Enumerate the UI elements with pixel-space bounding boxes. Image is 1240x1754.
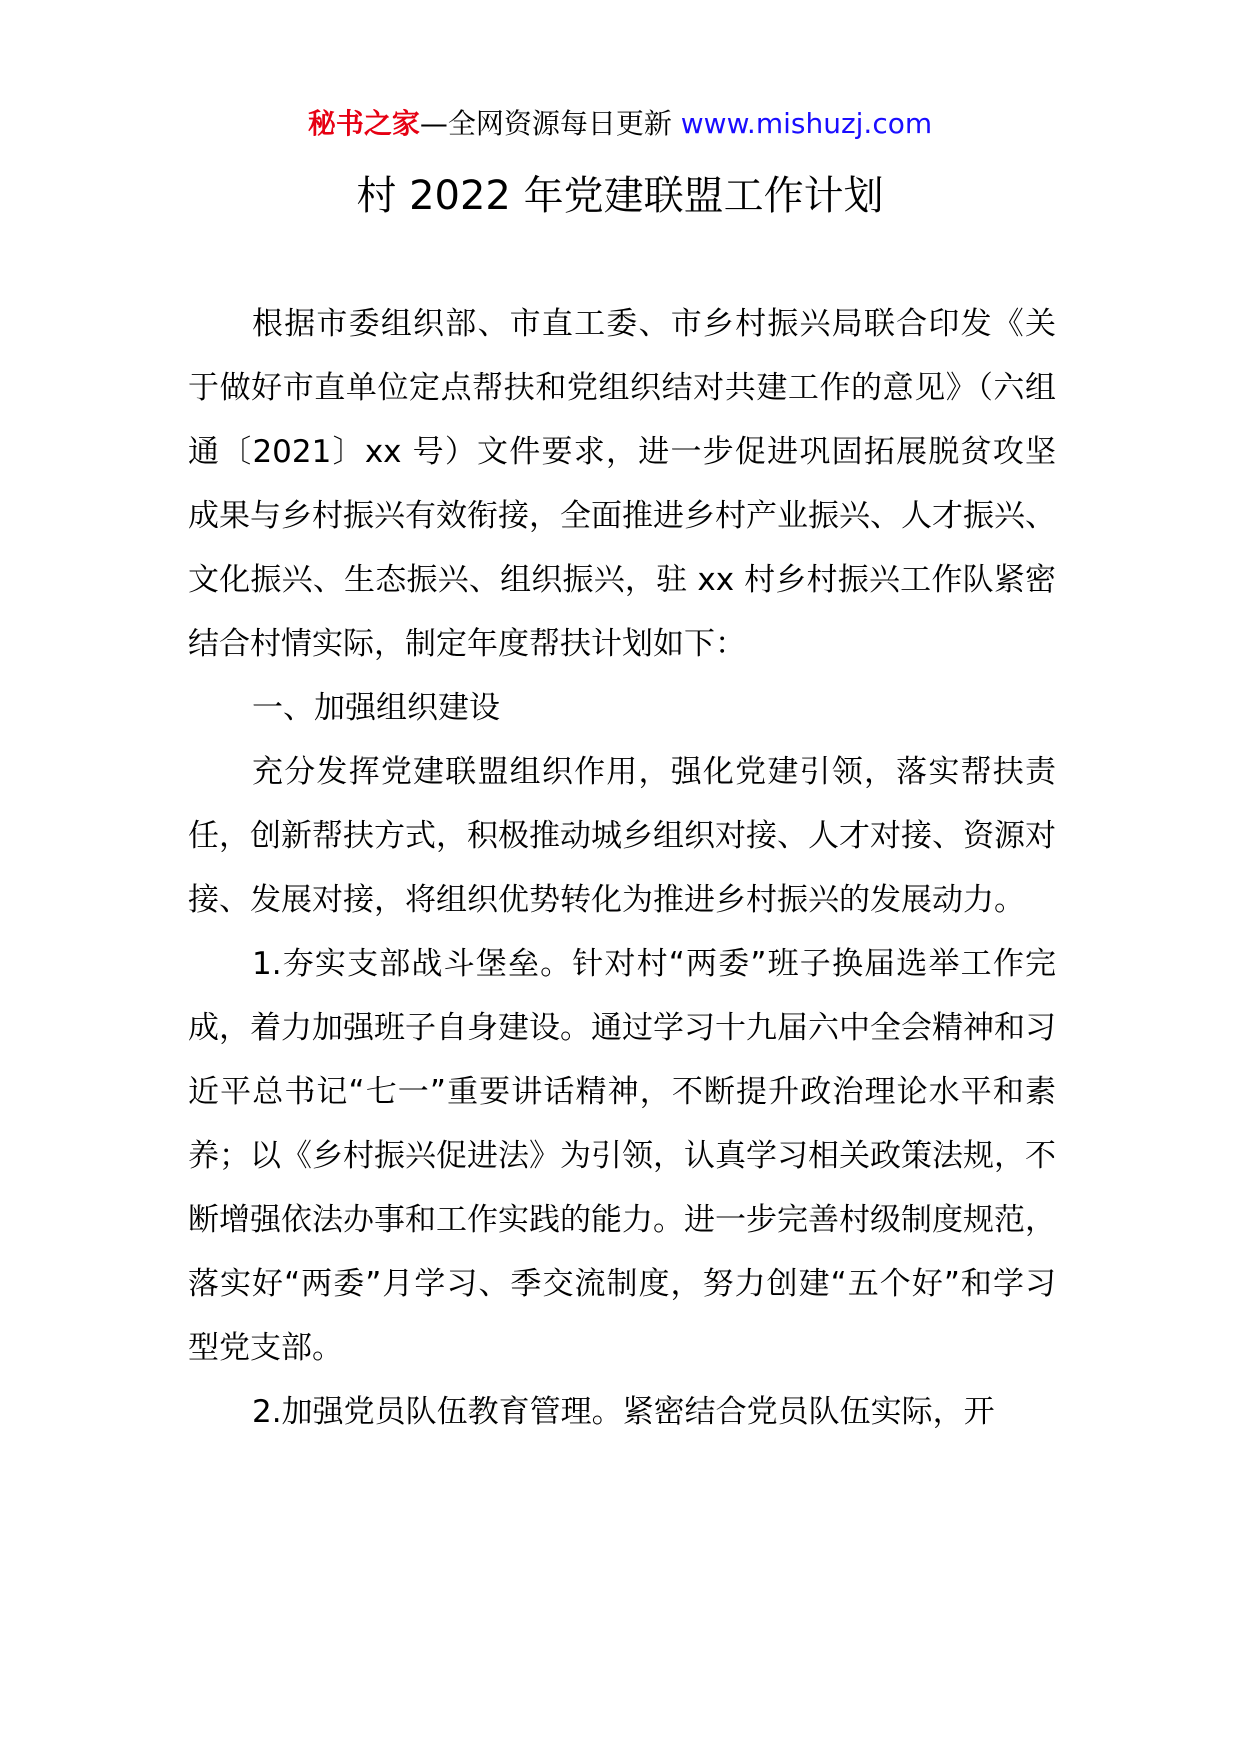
document-title: 村 2022 年党建联盟工作计划	[356, 173, 884, 219]
header-slogan: —全网资源每日更新	[419, 107, 681, 140]
document-body	[188, 292, 1056, 1444]
paragraph-intro: 根据市委组织部、市直工委、市乡村振兴局联合印发《关于做好市直单位定点帮扶和党组织结对共建工作的意见》（六组通〔2021〕xx 号）文件要求，进一步促进巩固拓展脱贫攻坚成果与乡村振兴有效衔接，全面推进乡村产业振兴、人才振兴、文化振兴、生态振兴、组织振兴，驻 xx 村乡村振兴工作队紧密结合村情实际，制定年度帮扶计划如下：	[188, 306, 1056, 662]
website-link[interactable]: www.mishuzj.com	[680, 107, 933, 140]
paragraph-item-2: 2.加强党员队伍教育管理。紧密结合党员队伍实际，开	[252, 1394, 995, 1430]
brand-name: 秘书之家	[307, 107, 420, 140]
section-heading-1: 一、加强组织建设	[252, 690, 500, 726]
paragraph-section-1-intro: 充分发挥党建联盟组织作用，强化党建引领，落实帮扶责任，创新帮扶方式，积极推动城乡组织对接、人才对接、资源对接、发展对接，将组织优势转化为推进乡村振兴的发展动力。	[188, 754, 1056, 918]
paragraph-item-1: 1.夯实支部战斗堡垒。针对村“两委”班子换届选举工作完成，着力加强班子自身建设。通过学习十九届六中全会精神和习近平总书记“七一”重要讲话精神，不断提升政治理论水平和素养；以《乡村振兴促进法》为引领，认真学习相关政策法规，不断增强依法办事和工作实践的能力。进一步完善村级制度规范，落实好“两委”月学习、季交流制度，努力创建“五个好”和学习型党支部。	[188, 946, 1056, 1366]
page-header	[0, 102, 1240, 146]
